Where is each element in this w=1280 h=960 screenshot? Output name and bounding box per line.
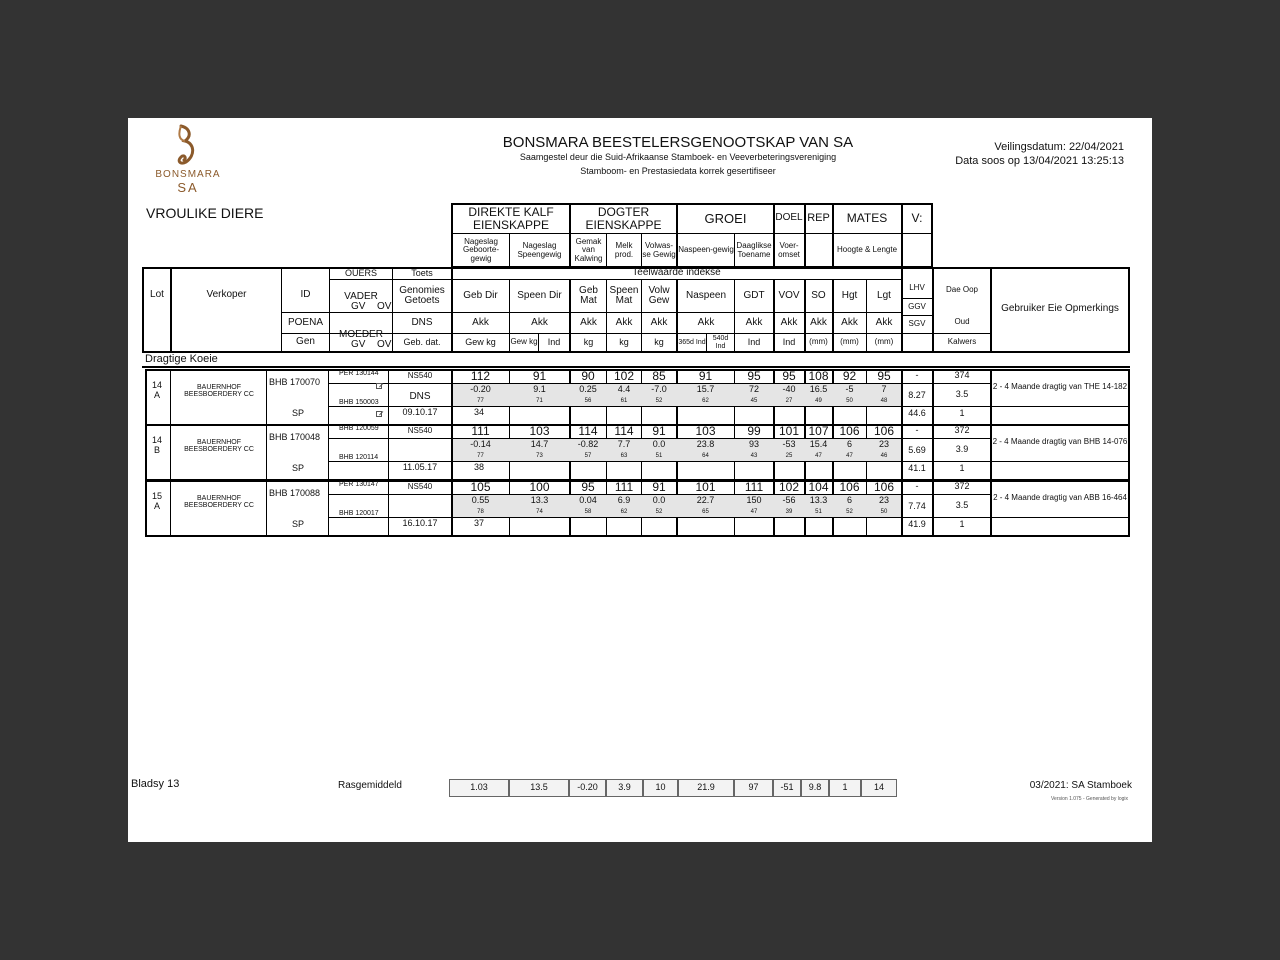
accuracy-value: 57 bbox=[584, 452, 592, 459]
ebv-sub-value: -0.20 bbox=[470, 384, 491, 395]
group-v: V: bbox=[911, 211, 923, 226]
col-vader: VADER bbox=[344, 291, 378, 302]
unit-ind: Ind bbox=[747, 336, 761, 347]
animal-id: BHB 170088 bbox=[269, 488, 321, 498]
ebv-value: 90 bbox=[581, 369, 595, 383]
dam-id[interactable]: BHB 120114 bbox=[339, 454, 379, 461]
ebv-value: 103 bbox=[529, 424, 550, 438]
sub-volwasse-gewig: Volwas-se Gewig bbox=[642, 241, 676, 259]
unit-mm: (mm) bbox=[840, 337, 859, 347]
ebv-value: 91 bbox=[652, 480, 666, 494]
accuracy-value: 52 bbox=[655, 397, 663, 404]
accuracy-value: 78 bbox=[477, 508, 484, 515]
unit-gew-kg: Gew kg bbox=[510, 337, 538, 347]
gen-value: 34 bbox=[474, 407, 485, 417]
group-direkte-kalf: DIREKTE KALF EIENSKAPPE bbox=[468, 204, 554, 232]
edit-icon[interactable] bbox=[376, 411, 382, 417]
footer-org: 03/2021: SA Stamboek bbox=[1029, 780, 1132, 791]
breed-average-value: 3.9 bbox=[606, 779, 643, 797]
unit-mm: (mm) bbox=[874, 337, 894, 347]
col-akk: Akk bbox=[531, 316, 548, 328]
col-moeder-ov: OV bbox=[377, 339, 392, 350]
col-akk: Akk bbox=[875, 316, 893, 328]
breed-average-label: Rasgemiddeld bbox=[338, 780, 402, 791]
col-oud: Oud bbox=[954, 316, 970, 326]
ebv-sub-value: 15.4 bbox=[809, 439, 828, 450]
ebv-value: 91 bbox=[532, 369, 547, 383]
page-title: BONSMARA BEESTELERSGENOOTSKAP VAN SA bbox=[502, 134, 854, 151]
logo-text: BONSMARA bbox=[155, 169, 221, 180]
accuracy-value: 63 bbox=[620, 452, 628, 459]
poena-status: SP bbox=[291, 408, 304, 419]
accuracy-value: 47 bbox=[815, 452, 822, 459]
col-geb-dat: Geb. dat. bbox=[403, 336, 441, 347]
lot-suffix: A bbox=[154, 390, 161, 400]
col-genomies: Genomies Getoets bbox=[399, 284, 445, 306]
unit-kg: kg bbox=[654, 336, 664, 347]
ebv-value: 100 bbox=[529, 480, 550, 494]
col-akk: Akk bbox=[472, 316, 489, 328]
ebv-sub-value: 14.7 bbox=[530, 439, 549, 450]
accuracy-value: 77 bbox=[477, 452, 484, 459]
subtitle-1: Saamgestel deur die Suid-Afrikaanse Stamboek- en Veeverbeteringsvereniging bbox=[519, 152, 837, 162]
lot-number: 14 bbox=[152, 435, 163, 445]
dns-value: DNS bbox=[409, 390, 431, 402]
ebv-value: 111 bbox=[744, 480, 764, 494]
sub-voeromset: Voer-omset bbox=[778, 241, 800, 259]
seller-name: BAUERNHOF BEESBOERDERY CC bbox=[184, 438, 254, 453]
kalwers-value: 1 bbox=[959, 408, 965, 419]
ggv-value: 5.69 bbox=[908, 445, 926, 456]
oud-value: 3.9 bbox=[955, 444, 969, 455]
sgv-value: 41.1 bbox=[908, 463, 926, 474]
ebv-value: 85 bbox=[652, 369, 666, 383]
accuracy-value: 27 bbox=[785, 397, 793, 404]
dae-oop-value: 372 bbox=[954, 425, 970, 436]
breed-average-value: 1 bbox=[829, 779, 861, 797]
ebv-sub-value: 9.1 bbox=[533, 384, 546, 395]
animal-id: BHB 170070 bbox=[269, 377, 321, 387]
ebv-sub-value: 13.3 bbox=[530, 495, 549, 506]
ebv-value: 107 bbox=[808, 424, 829, 438]
col-akk: Akk bbox=[780, 316, 798, 328]
ebv-value: 111 bbox=[614, 480, 634, 494]
accuracy-value: 47 bbox=[846, 452, 853, 459]
sub-daaglikse-toename: Daaglikse Toename bbox=[736, 241, 772, 259]
accuracy-value: 45 bbox=[750, 397, 758, 404]
accuracy-value: 62 bbox=[620, 508, 628, 515]
accuracy-value: 51 bbox=[655, 452, 663, 459]
unit-540d-ind: 540d Ind bbox=[712, 335, 729, 350]
ebv-value: 106 bbox=[873, 424, 895, 438]
breed-average-value: 1.03 bbox=[449, 779, 509, 797]
breed-average-value: -51 bbox=[773, 779, 801, 797]
sgv-value: 41.9 bbox=[908, 519, 926, 530]
ebv-sub-value: -56 bbox=[782, 495, 796, 506]
accuracy-value: 56 bbox=[584, 397, 592, 404]
col-hgt: Hgt bbox=[841, 289, 858, 301]
oud-value: 3.5 bbox=[955, 389, 969, 400]
accuracy-value: 71 bbox=[536, 397, 543, 404]
breed-average-value: 21.9 bbox=[678, 779, 734, 797]
accuracy-value: 58 bbox=[584, 508, 592, 515]
ebv-value: 106 bbox=[839, 424, 860, 438]
unit-ind: Ind bbox=[547, 336, 561, 347]
col-ouers: OUERS bbox=[344, 268, 377, 278]
col-speen-dir: Speen Dir bbox=[517, 289, 562, 301]
user-remark[interactable]: 2 - 4 Maande dragtig van BHB 14-076 bbox=[992, 436, 1128, 446]
unit-ind: Ind bbox=[782, 336, 796, 347]
accuracy-value: 49 bbox=[815, 397, 822, 404]
ebv-sub-value: 22.7 bbox=[696, 495, 715, 506]
dae-oop-value: 374 bbox=[954, 370, 970, 381]
col-lot: Lot bbox=[150, 288, 164, 300]
ebv-value: 105 bbox=[470, 480, 491, 494]
poena-status: SP bbox=[291, 519, 304, 530]
col-naspeen: Naspeen bbox=[685, 289, 727, 301]
accuracy-value: 25 bbox=[785, 452, 793, 459]
lhv-value: - bbox=[915, 425, 919, 436]
col-gdt: GDT bbox=[743, 289, 765, 301]
ebv-value: 95 bbox=[877, 369, 891, 383]
accuracy-value: 65 bbox=[702, 508, 709, 515]
animal-id: BHB 170048 bbox=[269, 432, 321, 442]
ebv-value: 114 bbox=[578, 424, 598, 438]
auction-catalog-page bbox=[128, 118, 1152, 842]
col-remarks: Gebruiker Eie Opmerkings bbox=[1001, 302, 1119, 314]
col-akk: Akk bbox=[697, 316, 715, 328]
user-remark[interactable]: 2 - 4 Maande dragtig van ABB 16-464 bbox=[993, 492, 1127, 502]
lot-number: 14 bbox=[152, 380, 163, 390]
ebv-value: 112 bbox=[470, 369, 491, 383]
toets-value: NS540 bbox=[407, 425, 433, 435]
ebv-value: 102 bbox=[613, 369, 635, 383]
accuracy-value: 50 bbox=[880, 508, 888, 515]
bonsmara-logo-icon bbox=[172, 124, 202, 166]
ebv-value: 91 bbox=[652, 424, 666, 438]
sub-naspeengewig: Naspeen-gewig bbox=[678, 245, 734, 255]
ggv-value: 8.27 bbox=[908, 390, 926, 401]
birth-date: 11.05.17 bbox=[402, 462, 438, 473]
gen-value: 38 bbox=[474, 462, 485, 472]
col-ggv: GGV bbox=[908, 301, 926, 311]
col-akk: Akk bbox=[841, 316, 858, 328]
ebv-sub-value: -0.82 bbox=[577, 439, 599, 450]
dns-value bbox=[389, 500, 451, 516]
gen-value: 37 bbox=[474, 518, 485, 528]
sub-melk-prod: Melk prod. bbox=[614, 241, 634, 259]
ebv-sub-value: -7.0 bbox=[651, 384, 667, 395]
col-teelwaarde: Teelwaarde indekse bbox=[632, 268, 721, 279]
breed-average-value: 97 bbox=[734, 779, 773, 797]
col-dns: DNS bbox=[411, 316, 433, 328]
edit-icon[interactable] bbox=[376, 383, 382, 389]
accuracy-value: 51 bbox=[815, 508, 822, 515]
lot-suffix: A bbox=[154, 501, 161, 511]
col-akk: Akk bbox=[615, 316, 633, 328]
seller-name: BAUERNHOF BEESBOERDERY CC bbox=[184, 494, 254, 509]
ebv-value: 91 bbox=[698, 369, 713, 383]
group-rep: REP bbox=[807, 211, 830, 224]
ebv-sub-value: 6 bbox=[846, 439, 852, 450]
toets-value: NS540 bbox=[407, 481, 433, 491]
col-akk: Akk bbox=[650, 316, 668, 328]
auction-date: Veilingsdatum: 22/04/2021 bbox=[994, 141, 1124, 153]
group-doel: DOEL bbox=[775, 212, 803, 224]
group-dogter: DOGTER EIENSKAPPE bbox=[585, 204, 662, 232]
col-lgt: Lgt bbox=[877, 289, 891, 301]
col-vov: VOV bbox=[778, 289, 800, 301]
accuracy-value: 47 bbox=[750, 508, 758, 515]
toets-value: NS540 bbox=[407, 370, 433, 380]
accuracy-value: 43 bbox=[750, 452, 758, 459]
ebv-sub-value: 72 bbox=[748, 384, 759, 395]
ebv-sub-value: 23 bbox=[878, 439, 889, 450]
col-geb-mat: Geb Mat bbox=[579, 284, 598, 306]
ebv-sub-value: -0.14 bbox=[470, 439, 491, 450]
birth-date: 16.10.17 bbox=[402, 518, 438, 529]
unit-kg: kg bbox=[619, 336, 629, 347]
dam-id[interactable]: BHB 150003 bbox=[339, 399, 379, 406]
breed-average-value: 13.5 bbox=[509, 779, 569, 797]
user-remark[interactable]: 2 - 4 Maande dragtig van THE 14-182 bbox=[992, 381, 1128, 391]
sire-id[interactable]: PER 130147 bbox=[339, 481, 379, 488]
ebv-sub-value: 7.7 bbox=[617, 439, 631, 450]
accuracy-value: 52 bbox=[655, 508, 663, 515]
unit-365d-ind: 365d Ind bbox=[678, 338, 706, 346]
section-title: VROULIKE DIERE bbox=[146, 205, 264, 221]
sub-hoogte-lengte: Hoogte & Lengte bbox=[836, 245, 898, 255]
dns-value bbox=[389, 444, 451, 460]
unit-mm: (mm) bbox=[809, 337, 828, 347]
ebv-value: 114 bbox=[614, 424, 634, 438]
accuracy-value: 62 bbox=[702, 397, 709, 404]
kalwers-value: 1 bbox=[959, 463, 965, 474]
unit-gew-kg: Gew kg bbox=[465, 336, 496, 347]
col-vader-ov: OV bbox=[377, 301, 392, 312]
col-akk: Akk bbox=[745, 316, 763, 328]
breed-average-value: -0.20 bbox=[569, 779, 606, 797]
ebv-value: 95 bbox=[747, 369, 761, 383]
lot-number: 15 bbox=[152, 491, 163, 501]
ebv-sub-value: 0.0 bbox=[652, 439, 666, 450]
col-volw-gew: Volw Gew bbox=[648, 284, 670, 306]
ebv-value: 111 bbox=[471, 424, 490, 438]
ebv-sub-value: 23.8 bbox=[696, 439, 715, 450]
accuracy-value: 61 bbox=[620, 397, 628, 404]
sire-id[interactable]: PER 130144 bbox=[339, 370, 379, 377]
ebv-value: 104 bbox=[808, 480, 829, 494]
oud-value: 3.5 bbox=[955, 500, 969, 511]
col-moeder: MOEDER bbox=[339, 329, 383, 340]
sub-nageslag-geboortegewig: Nageslag Geboorte-gewig bbox=[462, 236, 500, 263]
ebv-value: 101 bbox=[695, 480, 716, 494]
group-groei: GROEI bbox=[704, 210, 747, 226]
ebv-value: 106 bbox=[873, 480, 895, 494]
accuracy-value: 64 bbox=[702, 452, 709, 459]
ebv-sub-value: 6 bbox=[846, 495, 852, 506]
ebv-value: 95 bbox=[581, 480, 595, 494]
col-kalwers: Kalwers bbox=[947, 337, 977, 347]
ebv-sub-value: 15.7 bbox=[696, 384, 715, 395]
breed-average-value: 9.8 bbox=[801, 779, 829, 797]
col-id: ID bbox=[300, 288, 311, 300]
ebv-sub-value: 16.5 bbox=[809, 384, 828, 395]
sub-nageslag-speengewig: Nageslag Speengewig bbox=[517, 241, 562, 259]
ebv-sub-value: -53 bbox=[782, 439, 796, 450]
dam-id[interactable]: BHB 120017 bbox=[339, 510, 379, 517]
footer-version: Version 1.075 - Generated by logix bbox=[1051, 796, 1128, 802]
col-toets: Toets bbox=[411, 268, 433, 278]
accuracy-value: 73 bbox=[536, 452, 543, 459]
col-vader-gv: GV bbox=[351, 301, 366, 312]
col-gen: Gen bbox=[296, 336, 315, 348]
sub-gemak-van-kalwing: Gemak van Kalwing bbox=[574, 236, 603, 263]
unit-kg: kg bbox=[583, 336, 594, 347]
accuracy-value: 39 bbox=[785, 508, 793, 515]
ebv-sub-value: 23 bbox=[878, 495, 889, 506]
ebv-value: 108 bbox=[808, 369, 829, 383]
col-seller: Verkoper bbox=[206, 288, 247, 300]
col-lhv: LHV bbox=[909, 283, 925, 293]
accuracy-value: 46 bbox=[880, 452, 888, 459]
page-number: Bladsy 13 bbox=[131, 778, 180, 790]
logo-text-sa: SA bbox=[177, 180, 199, 195]
sire-id[interactable]: BHB 120059 bbox=[339, 425, 379, 432]
ebv-sub-value: 0.0 bbox=[652, 495, 666, 506]
ebv-value: 92 bbox=[842, 369, 857, 383]
ggv-value: 7.74 bbox=[908, 501, 926, 512]
sgv-value: 44.6 bbox=[908, 408, 926, 419]
lot-suffix: B bbox=[154, 445, 161, 455]
col-poena: POENA bbox=[287, 316, 323, 328]
ebv-sub-value: -40 bbox=[782, 384, 796, 395]
ebv-sub-value: 7 bbox=[881, 384, 887, 395]
accuracy-value: 50 bbox=[846, 397, 853, 404]
category-label: Dragtige Koeie bbox=[145, 353, 218, 365]
ebv-value: 106 bbox=[839, 480, 860, 494]
col-so: SO bbox=[811, 289, 826, 301]
ebv-sub-value: 4.4 bbox=[617, 384, 631, 395]
ebv-sub-value: 6.9 bbox=[617, 495, 631, 506]
accuracy-value: 77 bbox=[477, 397, 484, 404]
ebv-value: 102 bbox=[778, 480, 800, 494]
dae-oop-value: 372 bbox=[954, 481, 970, 492]
accuracy-value: 48 bbox=[880, 397, 888, 404]
ebv-sub-value: 0.55 bbox=[471, 495, 490, 506]
ebv-sub-value: 93 bbox=[748, 439, 759, 450]
col-sgv: SGV bbox=[908, 319, 926, 329]
group-mates: MATES bbox=[846, 211, 888, 226]
lhv-value: - bbox=[915, 370, 919, 381]
ebv-sub-value: 150 bbox=[746, 495, 762, 506]
ebv-value: 99 bbox=[747, 424, 761, 438]
breed-average-value: 10 bbox=[643, 779, 678, 797]
accuracy-value: 74 bbox=[536, 508, 543, 515]
lhv-value: - bbox=[915, 481, 919, 492]
kalwers-value: 1 bbox=[959, 519, 965, 530]
col-dae-oop: Dae Oop bbox=[945, 284, 979, 294]
col-akk: Akk bbox=[810, 316, 827, 328]
breed-average-value: 14 bbox=[861, 779, 897, 797]
data-date: Data soos op 13/04/2021 13:25:13 bbox=[955, 155, 1124, 167]
ebv-sub-value: 0.04 bbox=[579, 495, 597, 506]
subtitle-2: Stamboom- en Prestasiedata korrek gesertifiseer bbox=[580, 166, 776, 176]
ebv-sub-value: 0.25 bbox=[579, 384, 597, 395]
ebv-sub-value: -5 bbox=[845, 384, 854, 395]
accuracy-value: 52 bbox=[846, 508, 853, 515]
poena-status: SP bbox=[291, 463, 304, 474]
col-geb-dir: Geb Dir bbox=[463, 289, 498, 301]
ebv-value: 101 bbox=[778, 424, 800, 438]
birth-date: 09.10.17 bbox=[402, 407, 438, 418]
col-moeder-gv: GV bbox=[351, 339, 366, 350]
col-akk: Akk bbox=[580, 316, 597, 328]
ebv-sub-value: 13.3 bbox=[809, 495, 828, 506]
ebv-value: 103 bbox=[695, 424, 716, 438]
ebv-value: 95 bbox=[782, 369, 796, 383]
seller-name: BAUERNHOF BEESBOERDERY CC bbox=[184, 383, 254, 398]
col-speen-mat: Speen Mat bbox=[609, 284, 639, 306]
